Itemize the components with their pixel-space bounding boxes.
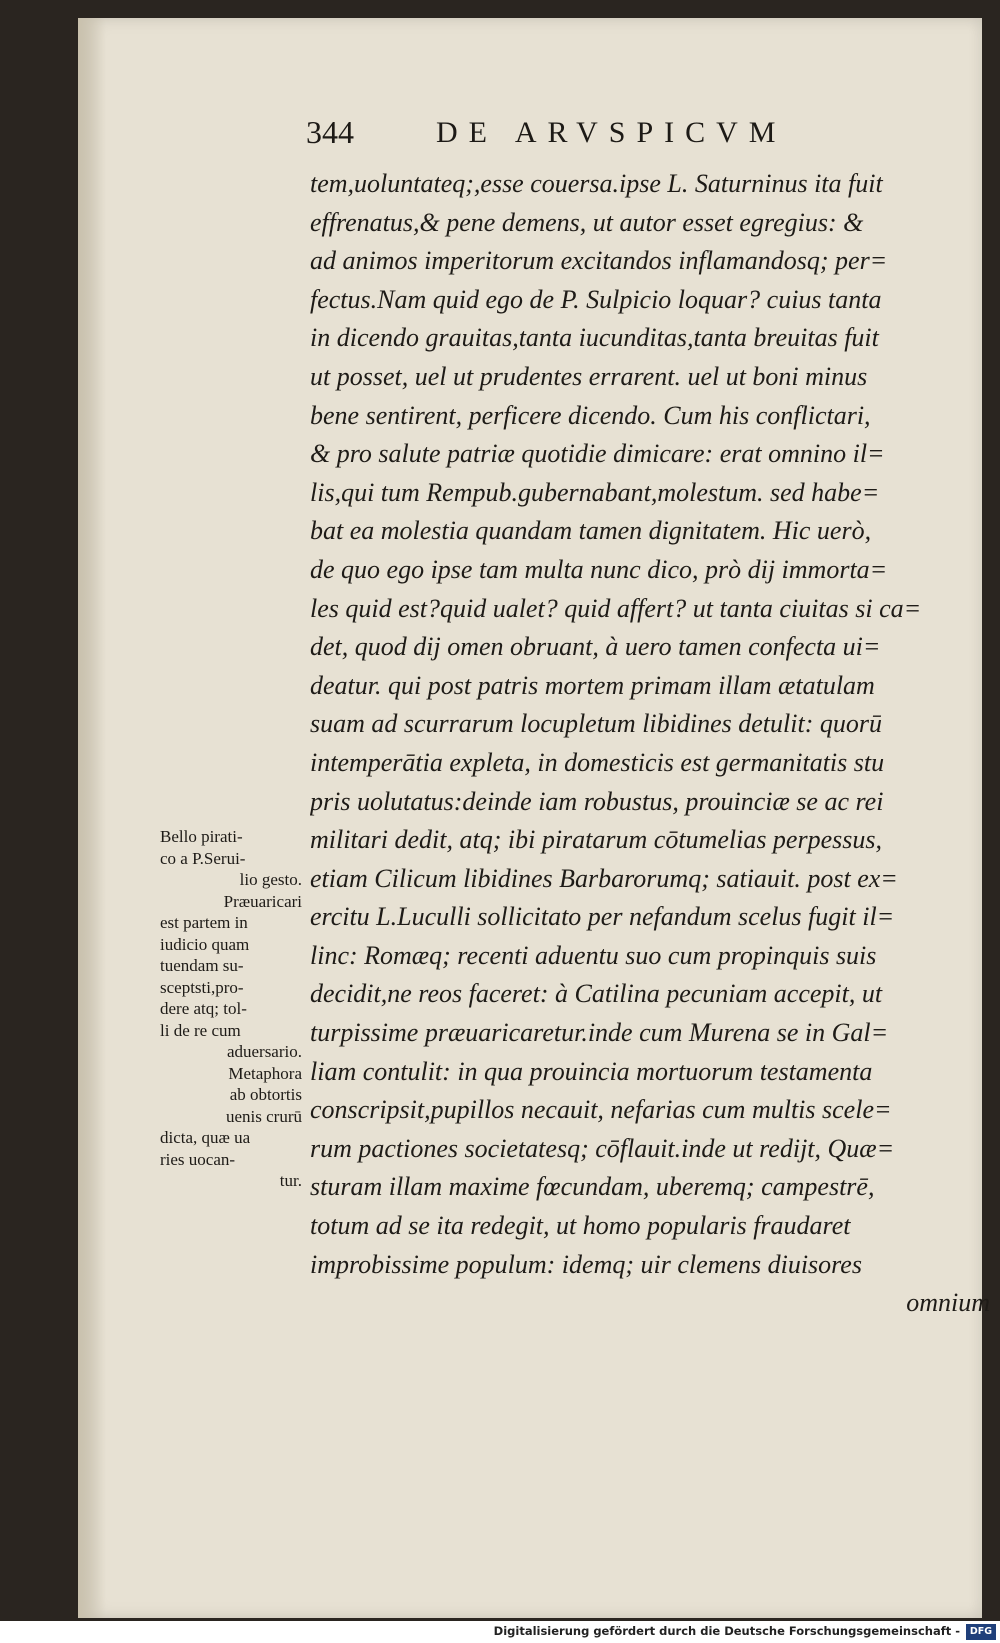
digitization-footer bbox=[0, 1621, 1000, 1643]
text-line: tem,uoluntateq;,esse couersa.ipse L. Saturninus ita fuit bbox=[310, 169, 883, 198]
margin-note-line: est partem in bbox=[160, 913, 248, 932]
text-line: deatur. qui post patris mortem primam illam ætatulam bbox=[310, 670, 875, 700]
margin-note-line: lio gesto. bbox=[239, 870, 302, 889]
text-line: det, quod dij omen obruant, à uero tamen confecta ui= bbox=[310, 632, 881, 662]
margin-note-line: Bello pirati- bbox=[160, 827, 243, 846]
text-line: de quo ego ipse tam multa nunc dico, prò dij immorta= bbox=[310, 554, 888, 584]
margin-note-line: dere atq; tol- bbox=[160, 999, 247, 1018]
margin-note-line: Metaphora bbox=[228, 1063, 302, 1083]
text-line: sturam illam maxime fœcundam, uberemq; campestrē, bbox=[310, 1172, 875, 1202]
dfg-logo: DFG bbox=[966, 1624, 996, 1640]
text-line: liam contulit: in qua prouincia mortuorum testamenta bbox=[310, 1056, 873, 1086]
margin-notes bbox=[160, 826, 302, 1192]
text-line: ut posset, uel ut prudentes errarent. uel ut boni minus bbox=[310, 361, 868, 391]
margin-note-line: co a P.Serui- bbox=[160, 848, 246, 868]
text-line: rum pactiones societatesq; cōflauit.inde ut redijt, Quæ= bbox=[310, 1133, 895, 1163]
text-line: les quid est?quid ualet? quid affert? ut tanta ciuitas si ca= bbox=[310, 593, 922, 623]
text-line: fectus.Nam quid ego de P. Sulpicio loquar? cuius tanta bbox=[310, 284, 882, 314]
text-line: conscripsit,pupillos necauit, nefarias cum multis scele= bbox=[310, 1095, 892, 1125]
margin-note-line: li de re cum bbox=[160, 1020, 241, 1040]
margin-note-line: ab obtortis bbox=[229, 1085, 302, 1104]
text-line: turpissime præuaricaretur.inde cum Murena se in Gal= bbox=[310, 1018, 889, 1048]
text-line: intemperātia expleta, in domesticis est germanitatis stu bbox=[310, 747, 885, 777]
header-title: DE ARVSPICVM bbox=[436, 116, 787, 149]
text-line: lis,qui tum Rempub.gubernabant,molestum. sed habe= bbox=[310, 477, 880, 507]
text-line: effrenatus,& pene demens, ut autor esset egregius: & bbox=[310, 207, 864, 237]
body-text bbox=[310, 165, 990, 1323]
page-gutter-shadow bbox=[78, 18, 106, 1618]
margin-note-line: aduersario. bbox=[226, 1042, 302, 1061]
margin-note-line: iudicio quam bbox=[160, 934, 250, 954]
text-line: pris uolutatus:deinde iam robustus, prouinciæ se ac rei bbox=[310, 786, 884, 816]
text-line: in dicendo grauitas,tanta iucunditas,tanta breuitas fuit bbox=[310, 323, 879, 353]
text-line: etiam Cilicum libidines Barbarorumq; satiauit. post ex= bbox=[310, 863, 898, 893]
margin-note-line: dicta, quæ ua bbox=[160, 1128, 251, 1147]
book-page bbox=[78, 18, 990, 1618]
margin-note-line: Præuaricari bbox=[223, 891, 302, 911]
text-line: suam ad scurrarum locupletum libidines detulit: quorū bbox=[310, 709, 882, 739]
text-line: ercitu L.Luculli sollicitato per nefandum scelus fugit il= bbox=[310, 902, 895, 932]
margin-note-line: tuendam su- bbox=[160, 956, 244, 975]
text-line: improbissime populum: idemq; uir clemens diuisores bbox=[310, 1249, 862, 1279]
text-line: ad animos imperitorum excitandos inflamandosq; per= bbox=[310, 246, 888, 276]
page-number: 344 bbox=[306, 114, 354, 150]
text-line: linc: Romæq; recenti aduentu suo cum propinquis suis bbox=[310, 940, 877, 970]
text-line: decidit,ne reos faceret: à Catilina pecuniam accepit, ut bbox=[310, 979, 883, 1009]
text-line: bene sentirent, perficere dicendo. Cum his conflictari, bbox=[310, 400, 871, 430]
margin-note-line: ries uocan- bbox=[160, 1149, 236, 1169]
text-line: bat ea molestia quandam tamen dignitatem. Hic uerò, bbox=[310, 516, 872, 546]
running-head bbox=[306, 114, 986, 164]
catchword: omnium bbox=[906, 1288, 990, 1318]
margin-note-line: uenis crurū bbox=[225, 1106, 302, 1126]
text-line: & pro salute patriæ quotidie dimicare: erat omnino il= bbox=[310, 439, 885, 469]
margin-note-line: sceptsti,pro- bbox=[160, 977, 244, 997]
text-line: totum ad se ita redegit, ut homo popularis fraudaret bbox=[310, 1211, 851, 1241]
text-line: militari dedit, atq; ibi piratarum cōtumelias perpessus, bbox=[310, 825, 882, 855]
margin-note-line: tur. bbox=[279, 1171, 302, 1190]
funding-credit: Digitalisierung gefördert durch die Deutsche Forschungsgemeinschaft - bbox=[493, 1624, 960, 1638]
